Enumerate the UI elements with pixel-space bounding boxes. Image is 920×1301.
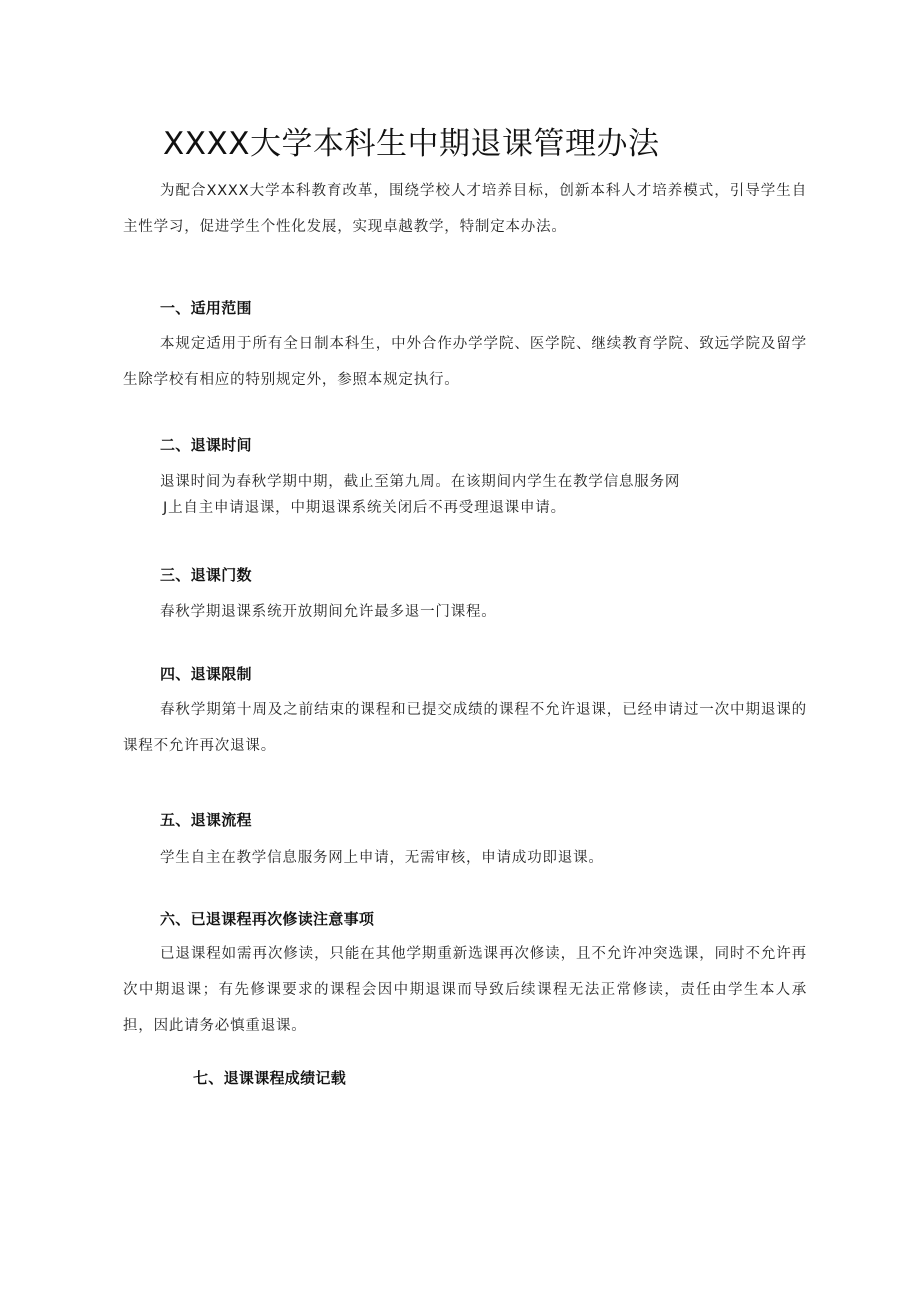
section-body-scope: 本规定适用于所有全日制本科生，中外合作办学学院、医学院、继续教育学院、致远学院及留学生除学校有相应的特别规定外，参照本规定执行。 xyxy=(123,336,807,388)
section-heading-time: 二、退课时间 xyxy=(160,436,252,454)
intro-paragraph: 为配合XXXX大学本科教育改革，围绕学校人才培养目标，创新本科人才培养模式，引导学生自主性学习，促进学生个性化发展，实现卓越教学，特制定本办法。 xyxy=(123,183,807,235)
section-body-time-line2: J上自主申请退课，中期退课系统关闭后不再受理退课申请。 xyxy=(163,500,566,516)
section-heading-retake: 六、已退课程再次修读注意事项 xyxy=(160,910,375,928)
section-body-retake: 已退课程如需再次修读，只能在其他学期重新选课再次修读，且不允许冲突选课，同时不允许再次中期退课；有先修课要求的课程会因中期退课而导致后续课程无法正常修读，责任由学生本人承担，因此请务必慎重退课。 xyxy=(123,946,807,1034)
document-title: XXXX大学本科生中期退课管理办法 xyxy=(163,126,660,162)
section-body-process: 学生自主在教学信息服务网上申请，无需审核，申请成功即退课。 xyxy=(160,850,604,866)
section-heading-scope: 一、适用范围 xyxy=(160,299,252,317)
section-heading-grade-record: 七、退课课程成绩记载 xyxy=(193,1069,347,1087)
section-body-limits: 春秋学期第十周及之前结束的课程和已提交成绩的课程不允许退课，已经申请过一次中期退课的课程不允许再次退课。 xyxy=(123,702,807,754)
section-body-time-line1: 退课时间为春秋学期中期，截止至第九周。在该期间内学生在教学信息服务网 xyxy=(160,474,681,490)
section-body-count: 春秋学期退课系统开放期间允许最多退一门课程。 xyxy=(160,604,497,620)
section-heading-count: 三、退课门数 xyxy=(160,566,252,584)
section-heading-limits: 四、退课限制 xyxy=(160,665,252,683)
section-heading-process: 五、退课流程 xyxy=(160,811,252,829)
